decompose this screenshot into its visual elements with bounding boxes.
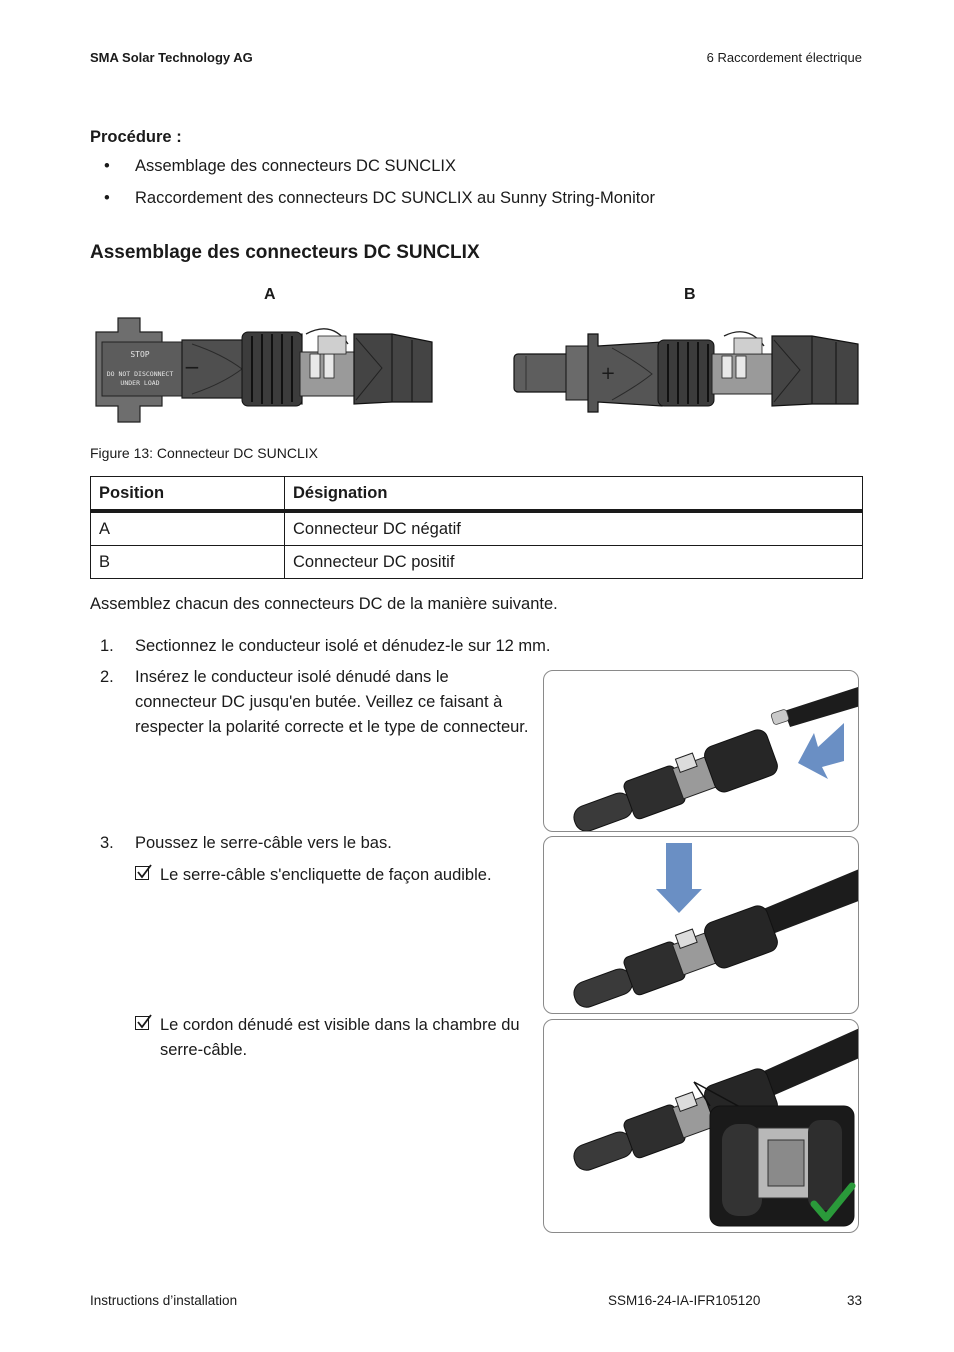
- bullet-dot: •: [104, 157, 110, 175]
- position-table: [90, 476, 863, 579]
- table-header-designation: Désignation: [285, 477, 863, 512]
- result-illustration: [543, 1019, 859, 1233]
- step-number: 2.: [100, 668, 114, 686]
- push-arrow-icon: [798, 723, 844, 779]
- connector-b-illustration: [512, 324, 862, 414]
- table-row: [91, 511, 863, 546]
- step-item: [90, 665, 530, 775]
- table-cell-position: B: [91, 546, 285, 579]
- result-item: [135, 863, 535, 888]
- section-title: Assemblage des connecteurs DC SUNCLIX: [90, 242, 480, 263]
- checkbox-checked-icon: [135, 866, 149, 880]
- procedure-title: Procédure :: [90, 128, 182, 146]
- checkbox-checked-icon: [135, 1016, 149, 1030]
- connector-b-plus: +: [600, 363, 616, 384]
- procedure-item: [90, 157, 790, 182]
- step-text: Sectionnez le conducteur isolé et dénudez-le sur 12 mm.: [135, 637, 551, 655]
- step-3-illustration: [543, 836, 859, 1014]
- figure-caption: Figure 13: Connecteur DC SUNCLIX: [90, 445, 318, 461]
- step-item: [90, 831, 530, 856]
- result-text: Le cordon dénudé est visible dans la chambre du serre-câble.: [160, 1016, 520, 1059]
- table-header-row: [91, 477, 863, 512]
- header-chapter: 6 Raccordement électrique: [706, 50, 862, 65]
- result-text: Le serre-câble s'encliquette de façon audible.: [160, 866, 492, 884]
- connector-a-warning-2: UNDER LOAD: [120, 379, 160, 387]
- step-number: 1.: [100, 637, 114, 655]
- figure-label-b: B: [684, 286, 696, 303]
- page-number: 33: [846, 1293, 862, 1308]
- step-text: Poussez le serre-câble vers le bas.: [135, 834, 392, 852]
- table-row: [91, 546, 863, 579]
- procedure-item-label: Raccordement des connecteurs DC SUNCLIX au Sunny String-Monitor: [135, 189, 655, 207]
- table-header-position: Position: [91, 477, 285, 512]
- footer-title: Instructions d’installation: [90, 1293, 238, 1308]
- push-down-arrow-icon: [656, 843, 702, 913]
- table-cell-designation: Connecteur DC négatif: [285, 511, 863, 546]
- table-cell-position: A: [91, 511, 285, 546]
- result-item: [135, 1013, 535, 1063]
- footer-doc-id: SSM16-24-IA-IFR105120: [608, 1293, 761, 1308]
- procedure-item: [90, 189, 790, 214]
- step-2-illustration: [543, 670, 859, 832]
- connector-a-stop: STOP: [130, 350, 150, 359]
- bullet-dot: •: [104, 189, 110, 207]
- procedure-item-label: Assemblage des connecteurs DC SUNCLIX: [135, 157, 456, 175]
- connector-a-warning: DO NOT DISCONNECT: [106, 370, 174, 378]
- table-cell-designation: Connecteur DC positif: [285, 546, 863, 579]
- connector-a-illustration: [92, 314, 444, 426]
- intro-text: Assemblez chacun des connecteurs DC de la manière suivante.: [90, 595, 558, 613]
- step-item: [90, 634, 790, 659]
- connector-a-minus: −: [183, 355, 201, 379]
- step-text: Insérez le conducteur isolé dénudé dans le connecteur DC jusqu'en butée. Veillez ce faisant à respecter la polarité correcte et le type de connecteur.: [135, 668, 529, 736]
- step-number: 3.: [100, 834, 114, 852]
- header-company: SMA Solar Technology AG: [90, 50, 253, 65]
- figure-label-a: A: [264, 286, 276, 303]
